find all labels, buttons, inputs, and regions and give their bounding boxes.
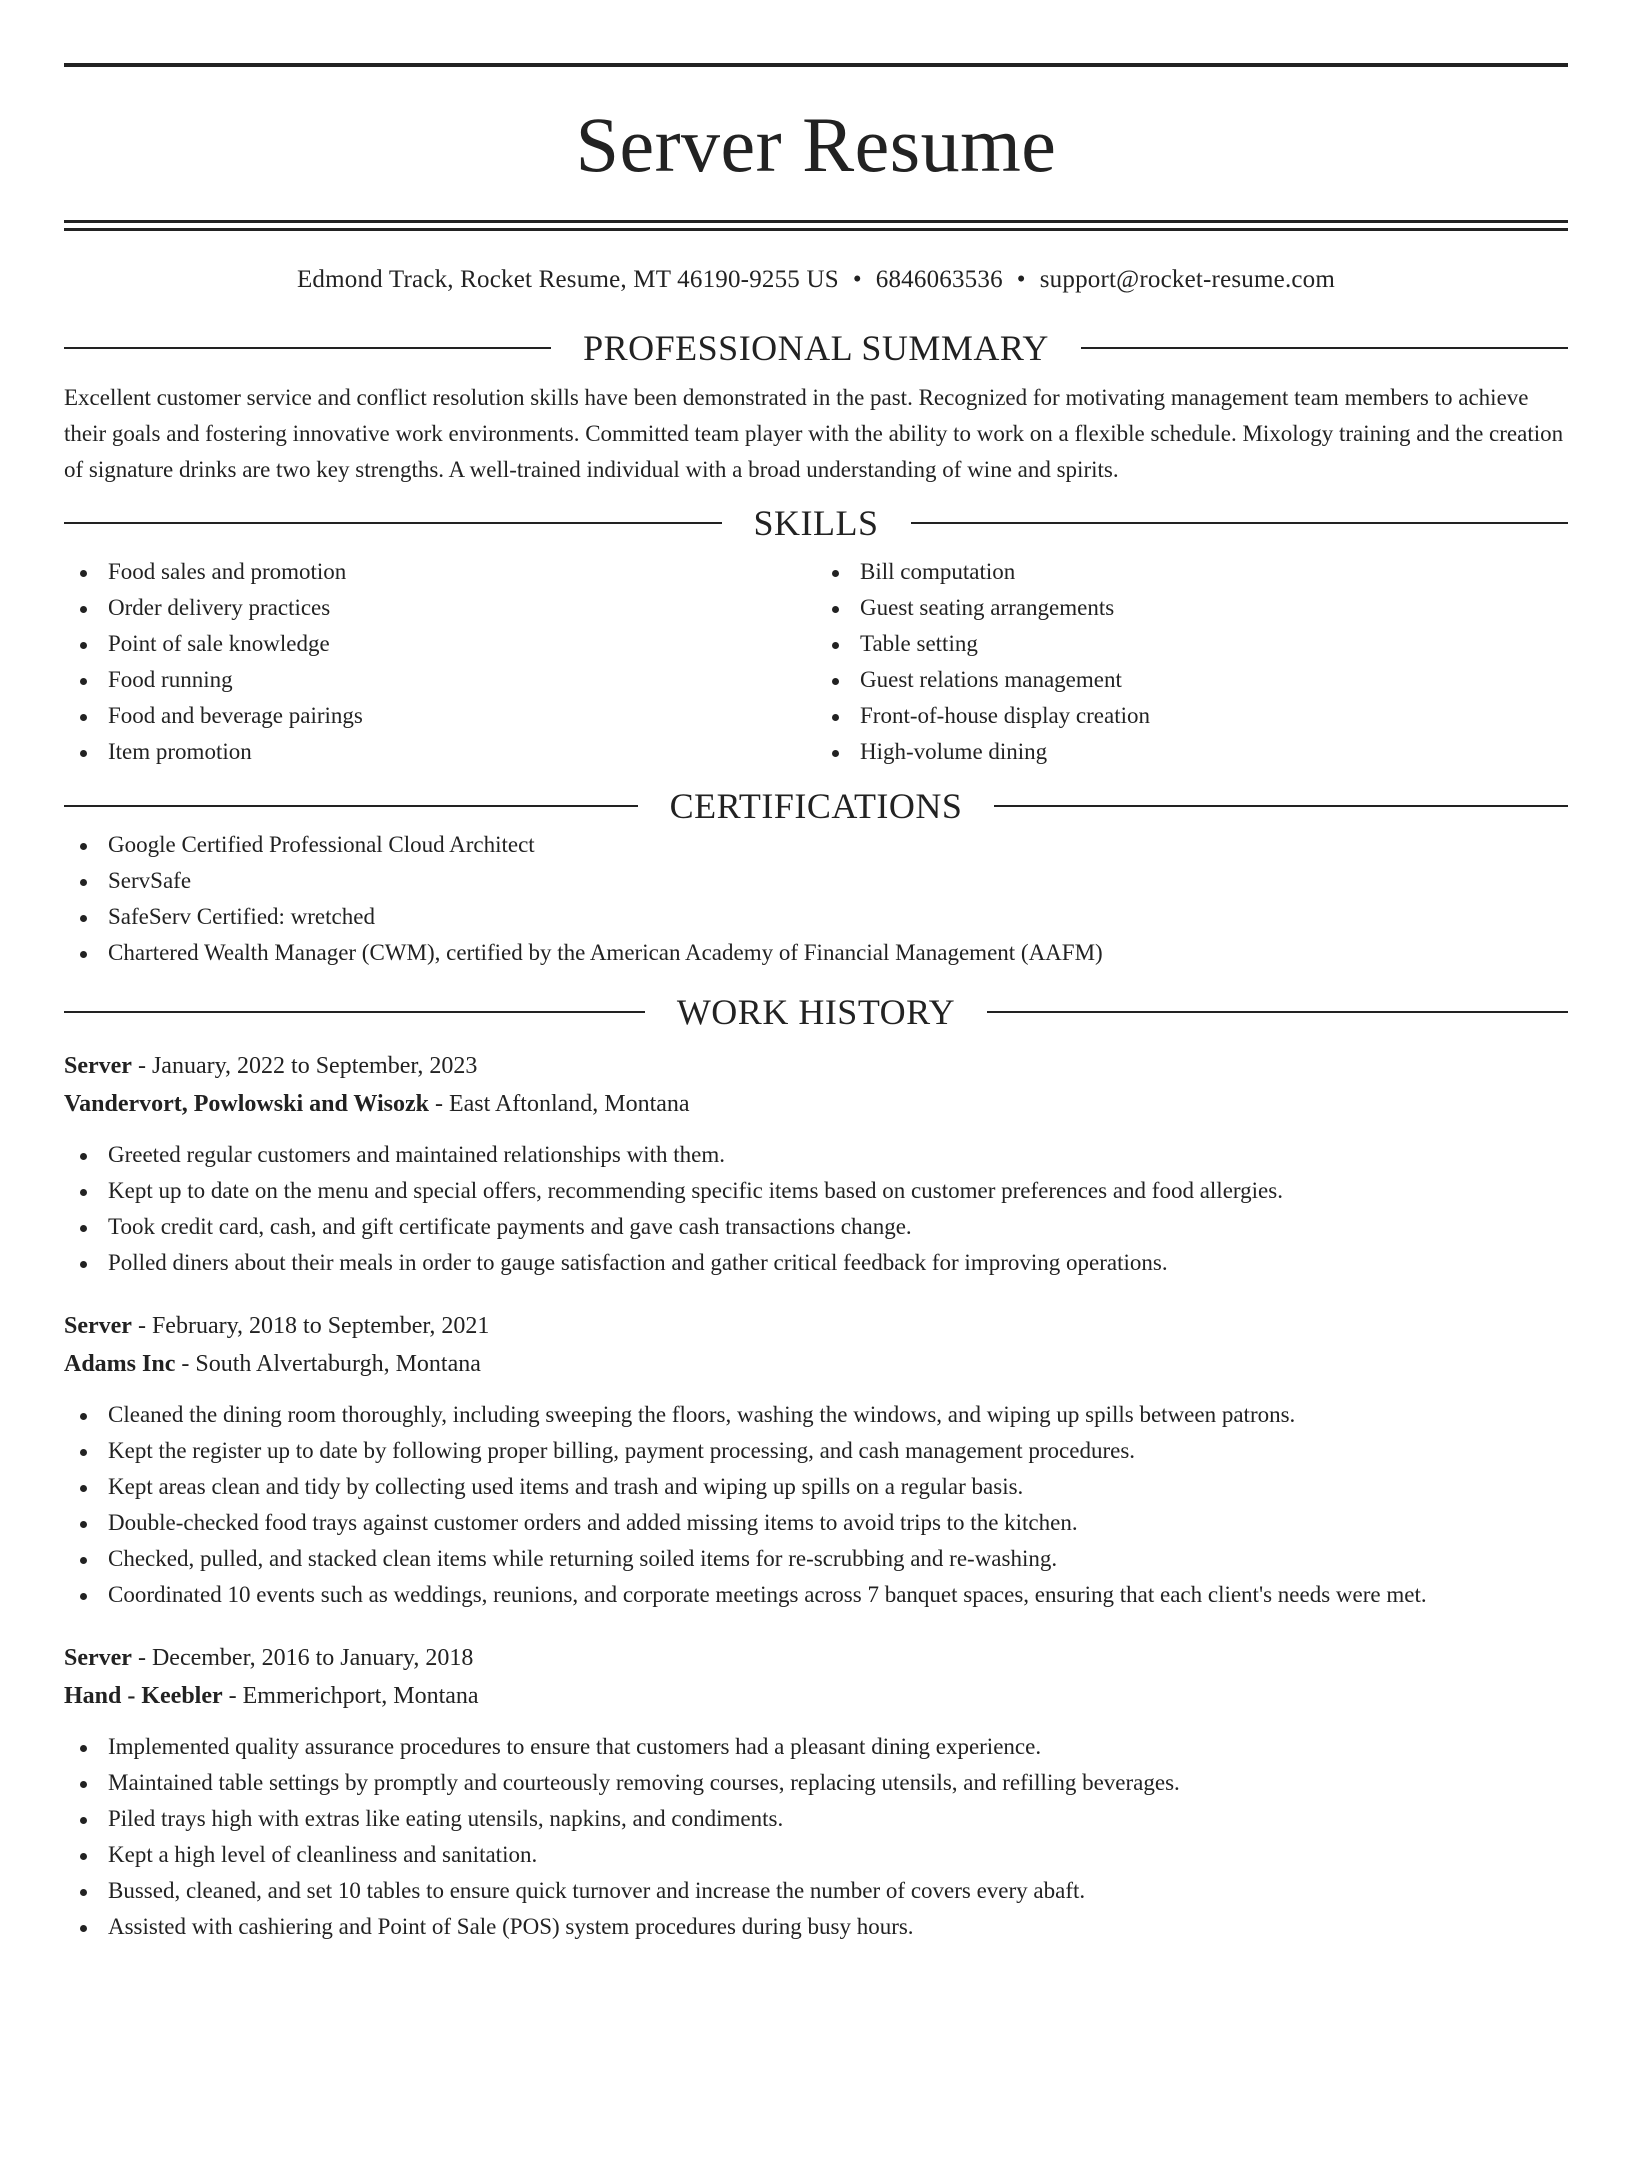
job-dates: - December, 2016 to January, 2018	[131, 1645, 474, 1671]
title-double-rule	[64, 220, 1568, 231]
section-rule	[994, 805, 1568, 807]
job-duty-item: Greeted regular customers and maintained relationships with them.	[64, 1137, 1568, 1173]
job-location: - South Alvertaburgh, Montana	[175, 1351, 481, 1377]
section-rule	[64, 1011, 645, 1013]
certifications-list	[64, 827, 1568, 971]
job-role: Server	[64, 1313, 132, 1339]
skill-item: Guest seating arrangements	[816, 590, 1568, 626]
job-duties-list	[64, 1397, 1568, 1613]
job-duty-item: Bussed, cleaned, and set 10 tables to ensure quick turnover and increase the number of covers every abaft.	[64, 1873, 1568, 1909]
certification-item: SafeServ Certified: wretched	[64, 899, 1568, 935]
skills-columns	[64, 554, 1568, 770]
skill-item: Order delivery practices	[64, 590, 816, 626]
job-title-line	[64, 1639, 1568, 1677]
summary-text: Excellent customer service and conflict resolution skills have been demonstrated in the past. Recognized for motivating management team members to achieve their goals and fostering innovative work environments. Committed team player with the ability to work on a flexible schedule. Mixology training and the creation of signature drinks are two key strengths. A well-trained individual with a broad understanding of wine and spirits.	[64, 385, 1564, 482]
job-duty-item: Kept up to date on the menu and special offers, recommending specific items based on customer preferences and food allergies.	[64, 1173, 1568, 1209]
contact-separator: •	[1016, 266, 1026, 293]
top-rule	[64, 63, 1568, 67]
job-company-line	[64, 1085, 1568, 1123]
job-title-line	[64, 1307, 1568, 1345]
skill-item: Guest relations management	[816, 662, 1568, 698]
skill-item: Front-of-house display creation	[816, 698, 1568, 734]
job-duty-item: Double-checked food trays against customer orders and added missing items to avoid trips to the kitchen.	[64, 1505, 1568, 1541]
job-duty-item: Coordinated 10 events such as weddings, reunions, and corporate meetings across 7 banquet spaces, ensuring that each client's needs were met.	[64, 1577, 1568, 1613]
resume-title: Server Resume	[575, 101, 1057, 188]
job-company: Adams Inc	[64, 1351, 176, 1377]
certification-item: Google Certified Professional Cloud Architect	[64, 827, 1568, 863]
skill-item: Item promotion	[64, 734, 816, 770]
skill-item: Point of sale knowledge	[64, 626, 816, 662]
job-title-line	[64, 1047, 1568, 1085]
skills-list-left	[64, 554, 816, 770]
job-duties-list	[64, 1137, 1568, 1281]
job-role: Server	[64, 1053, 132, 1079]
job-duty-item: Took credit card, cash, and gift certificate payments and gave cash transactions change.	[64, 1209, 1568, 1245]
section-header-work-history	[64, 991, 1568, 1033]
job-duty-item: Kept areas clean and tidy by collecting used items and trash and wiping up spills on a regular basis.	[64, 1469, 1568, 1505]
job-duty-item: Cleaned the dining room thoroughly, including sweeping the floors, washing the windows, and wiping up spills between patrons.	[64, 1397, 1568, 1433]
section-title: CERTIFICATIONS	[669, 786, 963, 826]
section-header-certifications	[64, 785, 1568, 827]
job-duties-list	[64, 1729, 1568, 1945]
job-company: Vandervort, Powlowski and Wisozk	[64, 1091, 429, 1117]
section-title: SKILLS	[753, 503, 879, 543]
job-company: Hand - Keebler	[64, 1683, 223, 1709]
contact-phone: 6846063536	[875, 266, 1003, 293]
certification-item: ServSafe	[64, 863, 1568, 899]
section-rule	[64, 522, 722, 524]
job-duty-item: Kept a high level of cleanliness and sanitation.	[64, 1837, 1568, 1873]
section-rule	[1081, 347, 1568, 349]
skill-item: Food sales and promotion	[64, 554, 816, 590]
certification-item: Chartered Wealth Manager (CWM), certified by the American Academy of Financial Management (AAFM)	[64, 935, 1568, 971]
contact-address: Edmond Track, Rocket Resume, MT 46190-9255 US	[296, 266, 839, 293]
job-duty-item: Checked, pulled, and stacked clean items while returning soiled items for re-scrubbing and re-washing.	[64, 1541, 1568, 1577]
section-header-summary	[64, 327, 1568, 369]
skills-list-right	[816, 554, 1568, 770]
job-company-line	[64, 1677, 1568, 1715]
skill-item: Bill computation	[816, 554, 1568, 590]
contact-separator: •	[852, 266, 862, 293]
job-company-line	[64, 1345, 1568, 1383]
job-duty-item: Maintained table settings by promptly and courteously removing courses, replacing utensils, and refilling beverages.	[64, 1765, 1568, 1801]
contact-email: support@rocket-resume.com	[1039, 266, 1336, 293]
job-entry	[64, 1639, 1568, 1945]
skill-item: Food running	[64, 662, 816, 698]
job-duty-item: Piled trays high with extras like eating utensils, napkins, and condiments.	[64, 1801, 1568, 1837]
skill-item: Food and beverage pairings	[64, 698, 816, 734]
contact-line	[64, 263, 1568, 297]
job-dates: - January, 2022 to September, 2023	[131, 1053, 478, 1079]
resume-page	[0, 63, 1632, 2175]
section-header-skills	[64, 502, 1568, 544]
job-entry	[64, 1047, 1568, 1281]
section-rule	[911, 522, 1569, 524]
job-role: Server	[64, 1645, 132, 1671]
section-rule	[987, 1011, 1568, 1013]
job-entry	[64, 1307, 1568, 1613]
job-duty-item: Polled diners about their meals in order to gauge satisfaction and gather critical feedback for improving operations.	[64, 1245, 1568, 1281]
job-duty-item: Assisted with cashiering and Point of Sale (POS) system procedures during busy hours.	[64, 1909, 1568, 1945]
job-duty-item: Kept the register up to date by following proper billing, payment processing, and cash management procedures.	[64, 1433, 1568, 1469]
section-rule	[64, 805, 638, 807]
job-location: - East Aftonland, Montana	[428, 1091, 690, 1117]
section-title: WORK HISTORY	[676, 992, 956, 1032]
section-rule	[64, 347, 551, 349]
job-dates: - February, 2018 to September, 2021	[131, 1313, 490, 1339]
section-title: PROFESSIONAL SUMMARY	[583, 328, 1049, 368]
job-location: - Emmerichport, Montana	[222, 1683, 479, 1709]
skill-item: High-volume dining	[816, 734, 1568, 770]
skill-item: Table setting	[816, 626, 1568, 662]
job-duty-item: Implemented quality assurance procedures to ensure that customers had a pleasant dining experience.	[64, 1729, 1568, 1765]
